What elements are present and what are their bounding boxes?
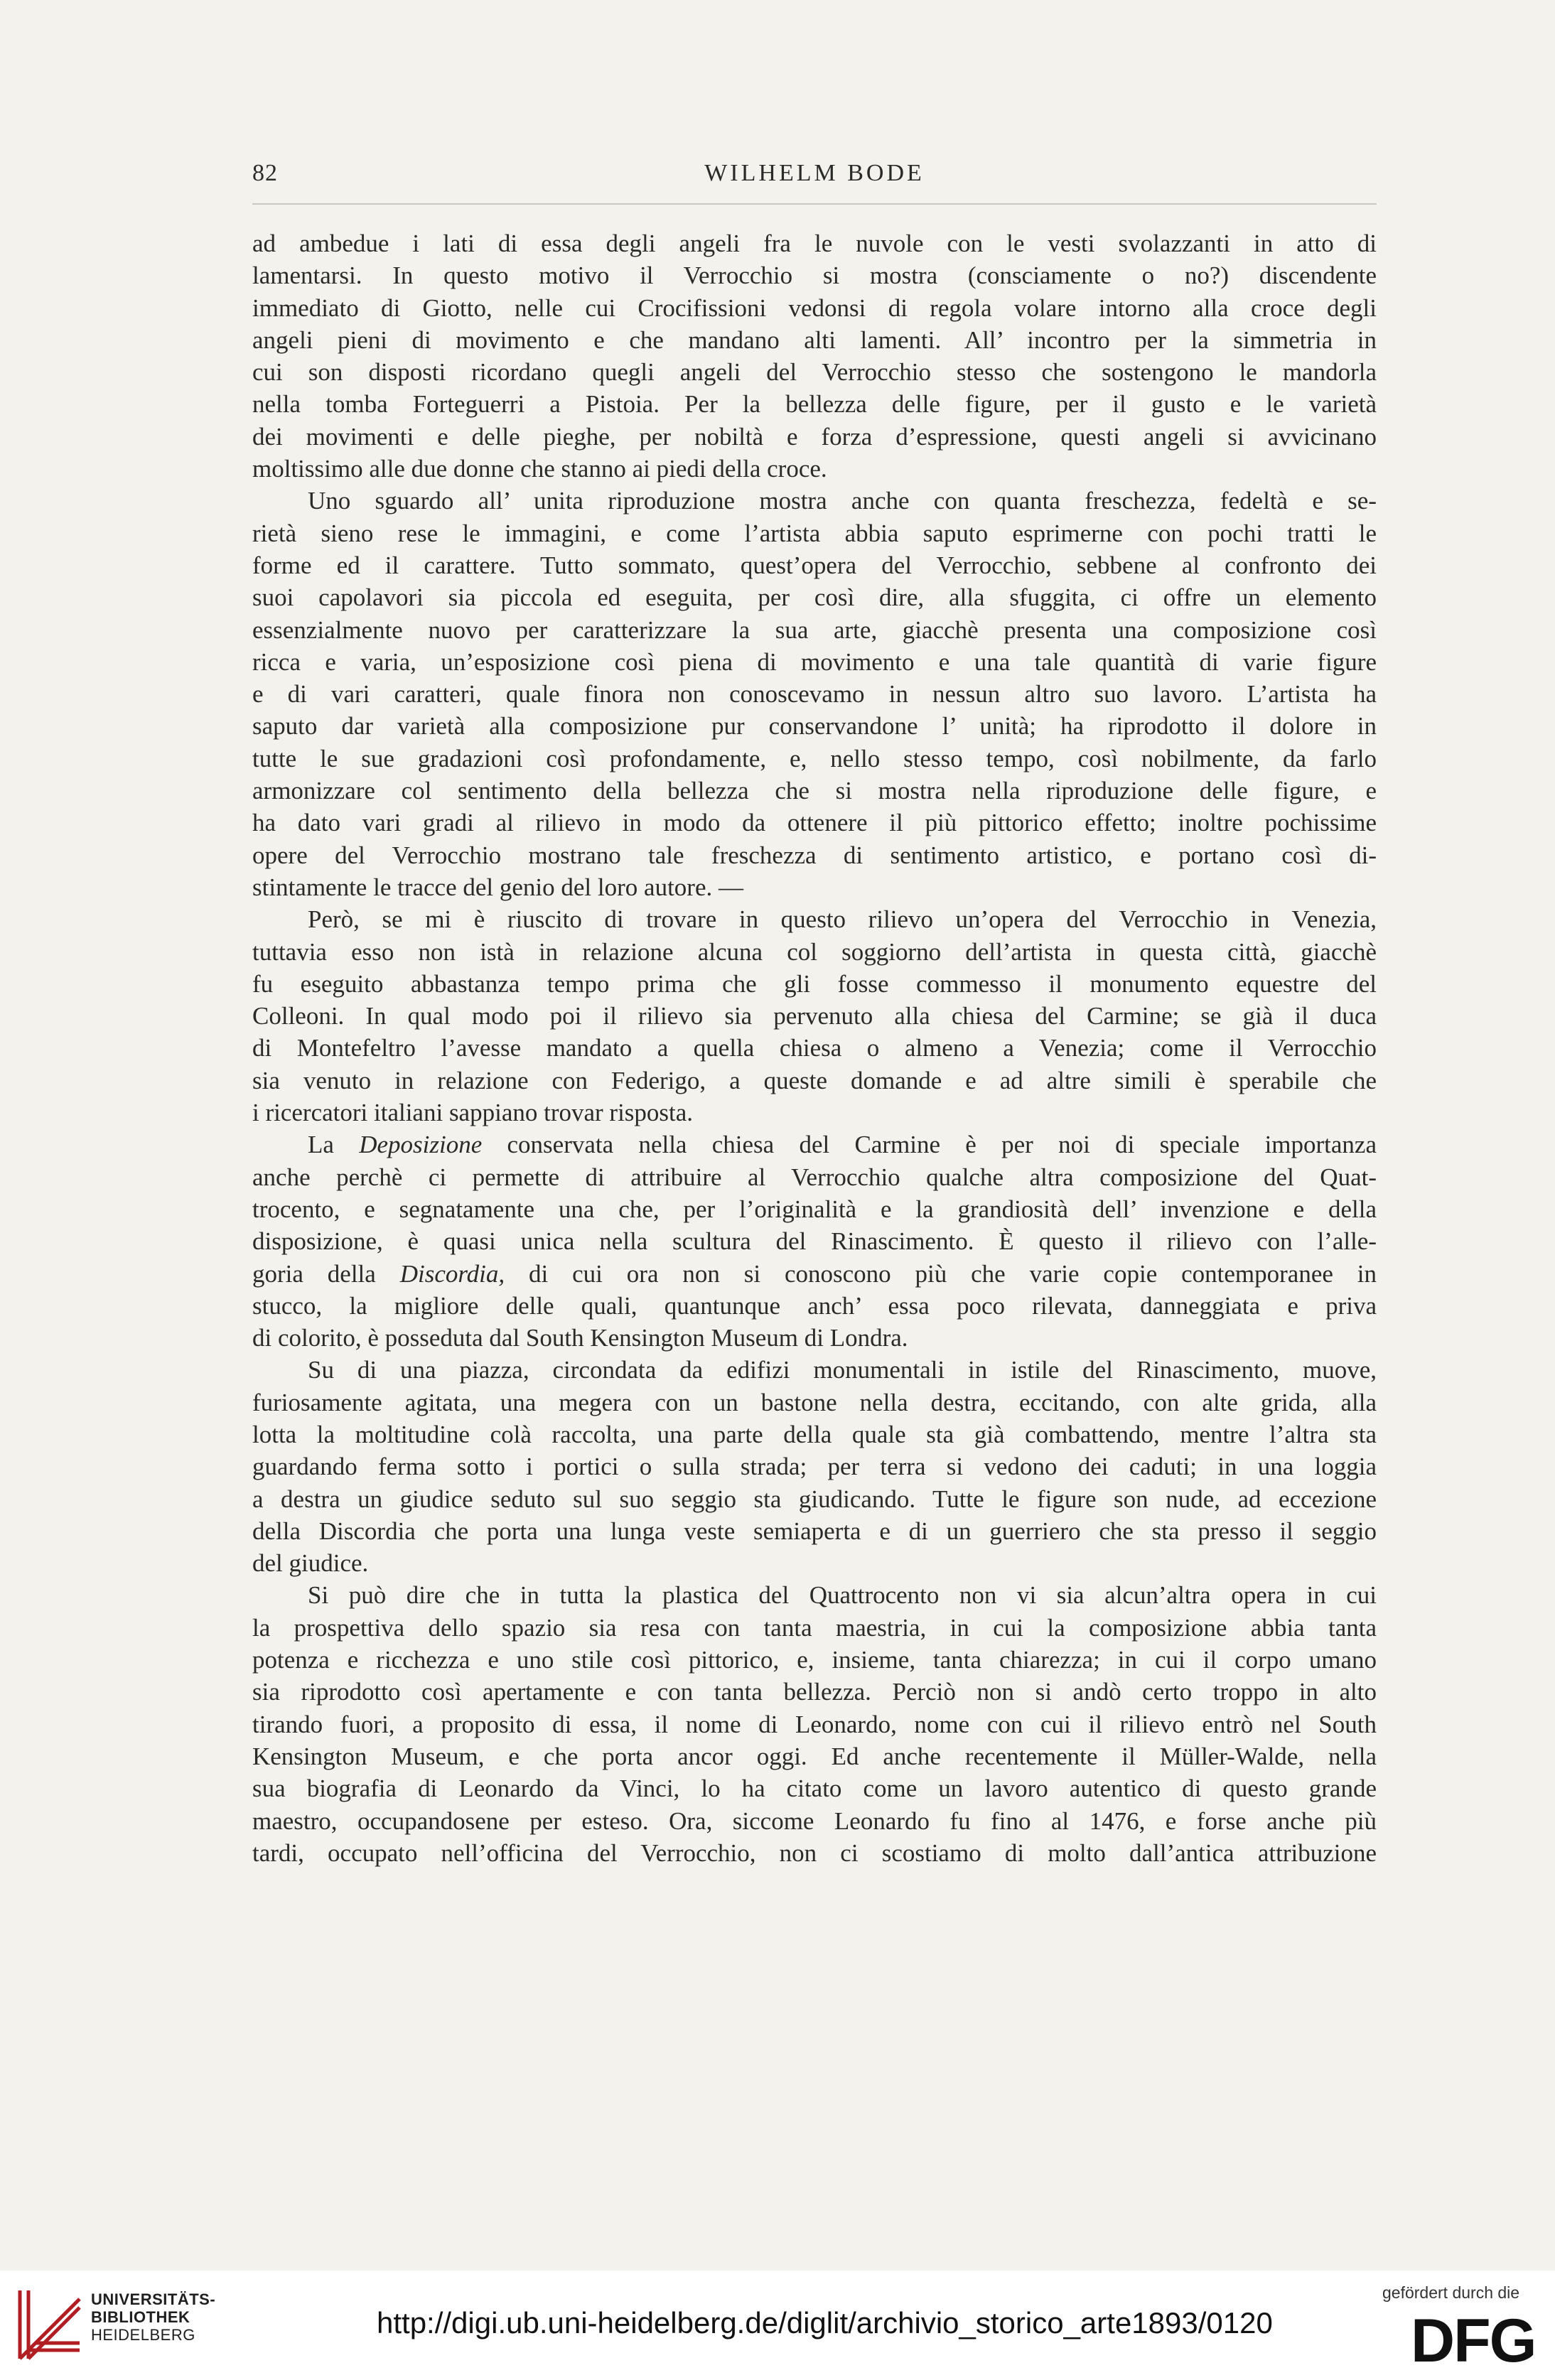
text-line: di Montefeltro l’avesse mandato a quella chiesa o almeno a Venezia; come il Verrocchio — [252, 1034, 1377, 1062]
text-line: tardi, occupato nell’officina del Verrocchio, non ci scostiamo di molto dall’antica attribuzione — [252, 1838, 1377, 1867]
text-line: moltissimo alle due donne che stanno ai piedi della croce. — [252, 455, 827, 483]
university-library-logo-icon — [14, 2285, 85, 2364]
text-line: ad ambedue i lati di essa degli angeli fra le nuvole con le vesti svolazzanti in atto di — [252, 230, 1377, 257]
text-line: sia venuto in relazione con Federigo, a queste domande e ad altre simili è sperabile che — [252, 1066, 1377, 1094]
text-line: stintamente le tracce del genio del loro autore. — — [252, 873, 743, 901]
page-number: 82 — [252, 160, 278, 186]
text-line: di colorito, è posseduta dal South Kensington Museum di Londra. — [252, 1324, 908, 1352]
text-line: furiosamente agitata, una megera con un bastone nella destra, eccitando, con alte grida, alla — [252, 1388, 1377, 1416]
text-line: tirando fuori, a proposito di essa, il nome di Leonardo, nome con cui il rilievo entrò nel South — [252, 1710, 1377, 1738]
library-name-line2: BIBLIOTHEK — [91, 2308, 190, 2326]
italic-title: Deposizione — [359, 1131, 483, 1159]
footer-bar — [0, 2271, 1555, 2380]
library-name-line3: HEIDELBERG — [91, 2326, 195, 2344]
text-line: stucco, la migliore delle quali, quantunque anch’ essa poco rilevata, danneggiata e priva — [252, 1291, 1377, 1320]
text-line: cui son disposti ricordano quegli angeli del Verrocchio stesso che sostengono le mandorla — [252, 358, 1377, 387]
text-line: potenza e ricchezza e uno stile così pittorico, e, insieme, tanta chiarezza; in cui il corpo umano — [252, 1646, 1377, 1674]
document-url-link[interactable]: http://digi.ub.uni-heidelberg.de/diglit/archivio_storico_arte1893/0120 — [377, 2306, 1273, 2339]
text-line: del giudice. — [252, 1549, 369, 1578]
text-line: angeli pieni di movimento e che mandano alti lamenti. All’ incontro per la simmetria in — [252, 325, 1377, 354]
text-line: lamentarsi. In questo motivo il Verrocchio si mostra (consciamente o no?) discendente — [252, 262, 1377, 290]
text-line: Uno sguardo all’ unita riproduzione mostra anche con quanta freschezza, fedeltà e se- — [308, 487, 1377, 515]
text-line: della Discordia che porta una lunga veste semiaperta e di un guerriero che sta presso il seggio — [252, 1517, 1377, 1545]
body-text — [252, 227, 1377, 1869]
text-line: forme ed il carattere. Tutto sommato, quest’opera del Verrocchio, sebbene al confronto dei — [252, 551, 1377, 579]
header-divider — [252, 203, 1377, 205]
text-line: Colleoni. In qual modo poi il rilievo sia pervenuto alla chiesa del Carmine; se già il duca — [252, 1002, 1377, 1030]
text-line: suoi capolavori sia piccola ed eseguita, per così dire, alla sfuggita, ci offre un elemento — [252, 583, 1377, 612]
dfg-logo: DFG — [1411, 2307, 1536, 2375]
text-line: opere del Verrocchio mostrano tale freschezza di sentimento artistico, e portano così di- — [252, 841, 1377, 869]
text-line: disposizione, è quasi unica nella scultura del Rinascimento. È questo il rilievo con l’alle- — [252, 1227, 1377, 1256]
text-line: lotta la moltitudine colà raccolta, una parte della quale sta già combattendo, mentre l’altra sta — [252, 1420, 1377, 1448]
text-line: trocento, e segnatamente una che, per l’originalità e la grandiosità dell’ invenzione e della — [252, 1195, 1377, 1223]
text-line: fu eseguito abbastanza tempo prima che gli fosse commesso il monumento equestre del — [252, 969, 1377, 998]
text-line: essenzialmente nuovo per caratterizzare la sua arte, giacchè presenta una composizione così — [252, 615, 1377, 644]
text-line: Kensington Museum, e che porta ancor oggi. Ed anche recentemente il Müller-Walde, nella — [252, 1742, 1377, 1770]
italic-title: Discordia, — [399, 1259, 505, 1288]
text-line: a destra un giudice seduto sul suo seggio sta giudicando. Tutte le figure son nude, ad eccezione — [252, 1485, 1377, 1513]
text-line: anche perchè ci permette di attribuire al Verrocchio qualche altra composizione del Quat- — [252, 1163, 1377, 1191]
text-line: maestro, occupandosene per esteso. Ora, siccome Leonardo fu fino al 1476, e forse anche più — [252, 1806, 1377, 1835]
page-header — [252, 160, 1377, 195]
funder-caption: gefördert durch die — [1382, 2283, 1520, 2302]
text-line: La Deposizione conservata nella chiesa del Carmine è per noi di speciale importanza — [308, 1131, 1377, 1159]
text-line: Però, se mi è riuscito di trovare in questo rilievo un’opera del Verrocchio in Venezia, — [308, 905, 1377, 934]
text-line: tutte le sue gradazioni così profondamente, e, nello stesso tempo, così nobilmente, da farlo — [252, 744, 1377, 772]
running-head: WILHELM BODE — [704, 160, 925, 186]
text-line: dei movimenti e delle pieghe, per nobiltà e forza d’espressione, questi angeli si avvicinano — [252, 422, 1377, 451]
text-line: Si può dire che in tutta la plastica del Quattrocento non vi sia alcun’altra opera in cui — [308, 1581, 1377, 1610]
text-line: immediato di Giotto, nelle cui Crocifissioni vedonsi di regola volare intorno alla croce degli — [252, 294, 1377, 322]
text-line: goria della Discordia, di cui ora non si conoscono più che varie copie contemporanee in — [252, 1259, 1377, 1288]
text-line: sia riprodotto così apertamente e con tanta bellezza. Perciò non si andò certo troppo in alto — [252, 1678, 1377, 1706]
text-line: ricca e varia, un’esposizione così piena di movimento e una tale quantità di varie figure — [252, 647, 1377, 676]
text-line: nella tomba Forteguerri a Pistoia. Per la bellezza delle figure, per il gusto e le varietà — [252, 390, 1377, 419]
library-name-line1: UNIVERSITÄTS- — [91, 2290, 216, 2308]
library-name — [91, 2290, 215, 2344]
text-line: e di vari caratteri, quale finora non conoscevamo in nessun altro suo lavoro. L’artista ha — [252, 680, 1377, 709]
text-line: i ricercatori italiani sappiano trovar risposta. — [252, 1099, 694, 1127]
text-line: saputo dar varietà alla composizione pur conservandone l’ unità; ha riprodotto il dolore in — [252, 712, 1377, 741]
text-line: tuttavia esso non istà in relazione alcuna col soggiorno dell’artista in questa città, giacchè — [252, 937, 1377, 966]
text-line: rietà sieno rese le immagini, e come l’artista abbia saputo esprimerne con pochi tratti le — [252, 519, 1377, 547]
text-line: guardando ferma sotto i portici o sulla strada; per terra si vedono dei caduti; in una loggia — [252, 1453, 1377, 1481]
text-line: Su di una piazza, circondata da edifizi monumentali in istile del Rinascimento, muove, — [308, 1356, 1377, 1384]
text-line: sua biografia di Leonardo da Vinci, lo ha citato come un lavoro autentico di questo grande — [252, 1775, 1377, 1803]
text-line: la prospettiva dello spazio sia resa con tanta maestria, in cui la composizione abbia tanta — [252, 1613, 1377, 1642]
text-line: armonizzare col sentimento della bellezza che si mostra nella riproduzione delle figure, e — [252, 777, 1377, 805]
text-line: ha dato vari gradi al rilievo in modo da ottenere il più pittorico effetto; inoltre pochissime — [252, 809, 1377, 837]
